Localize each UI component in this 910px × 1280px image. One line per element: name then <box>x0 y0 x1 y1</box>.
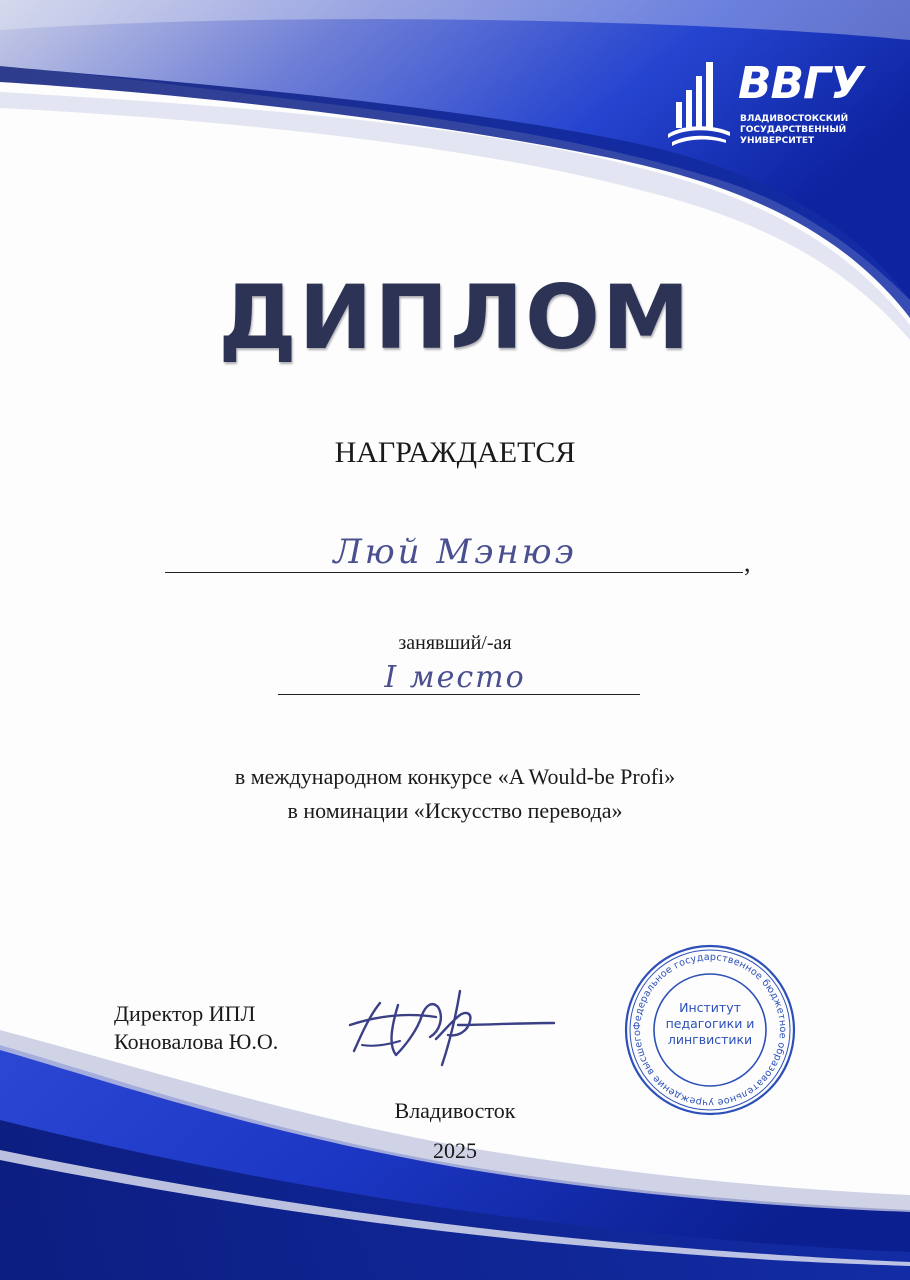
logo-abbreviation: ВВГУ <box>738 58 864 109</box>
official-stamp <box>622 942 798 1118</box>
university-logo <box>664 58 874 148</box>
stamp-center-text <box>658 1000 762 1048</box>
place-underline <box>278 694 640 695</box>
handwritten-signature <box>340 985 560 1075</box>
place-value: I место <box>384 660 526 695</box>
awarded-label: НАГРАЖДАЕТСЯ <box>334 436 576 469</box>
name-underline <box>165 572 743 573</box>
occupied-label: занявший/-ая <box>398 632 512 654</box>
director-name: Коновалова Ю.О. <box>114 1029 279 1054</box>
diploma-title: ДИПЛОМ <box>218 266 692 369</box>
stamp-line: лингвистики <box>667 1032 753 1047</box>
stamp-ring-text: Федеральное государственное бюджетное образовательное учреждение высшего <box>631 951 789 1109</box>
university-buildings-icon <box>664 58 734 146</box>
contest-line: в международном конкурсе «A Would-be Profi» <box>234 764 676 789</box>
logo-name-line: ВЛАДИВОСТОКСКИЙ <box>740 114 849 124</box>
director-position: Директор ИПЛ <box>114 1001 256 1026</box>
year: 2025 <box>433 1138 477 1163</box>
director-block <box>114 1000 278 1056</box>
recipient-name: Люй Мэнюэ <box>333 532 577 572</box>
logo-name-line: УНИВЕРСИТЕТ <box>740 136 815 146</box>
name-comma: , <box>744 548 751 577</box>
city: Владивосток <box>394 1098 516 1123</box>
logo-name-line: ГОСУДАРСТВЕННЫЙ <box>740 125 847 135</box>
nomination-line: в номинации «Искусство перевода» <box>287 798 623 823</box>
contest-description <box>0 760 910 828</box>
stamp-line: педагогики и <box>665 1016 755 1031</box>
logo-university-name <box>740 114 870 147</box>
stamp-line: Институт <box>679 1000 741 1015</box>
